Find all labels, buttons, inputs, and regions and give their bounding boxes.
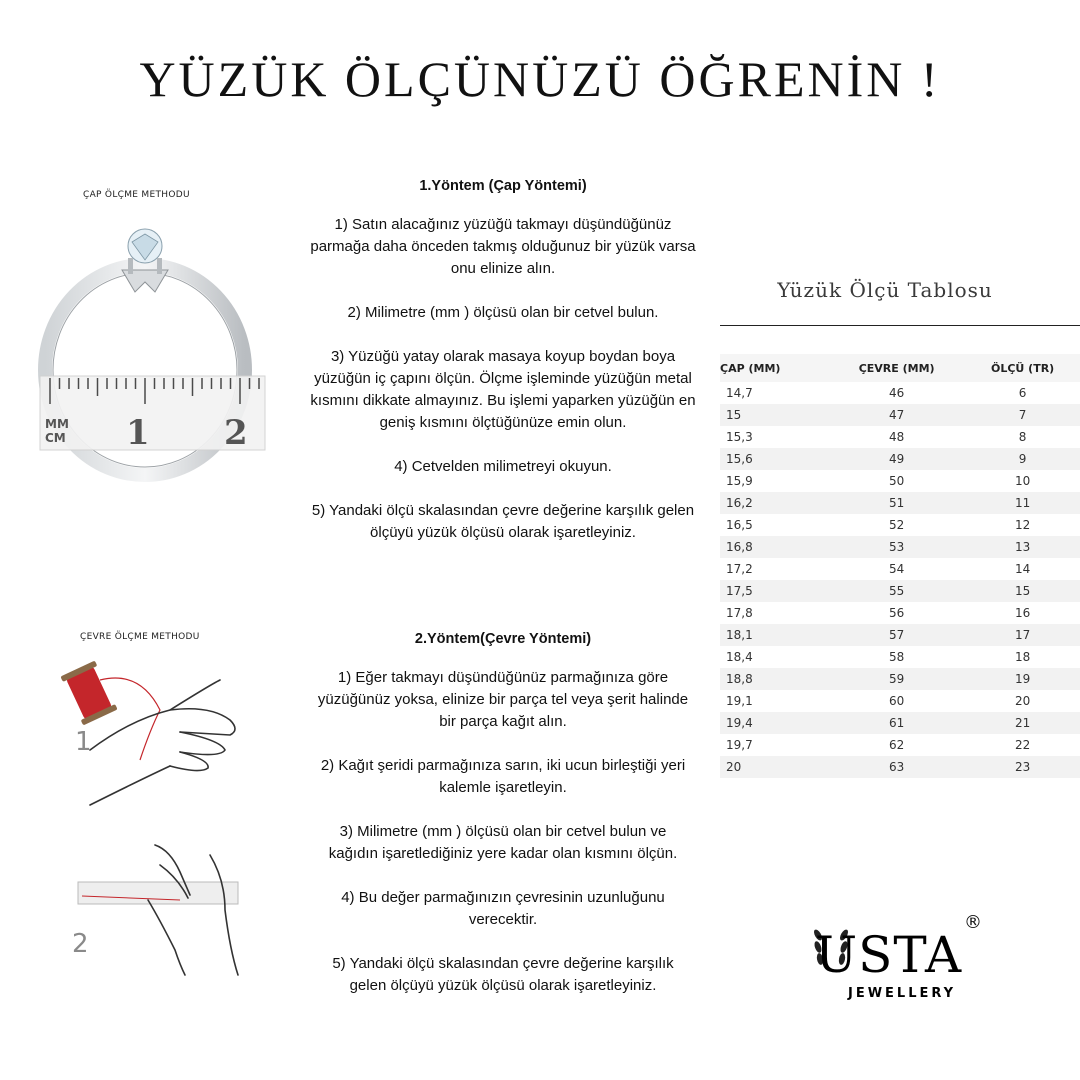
method2-caption: ÇEVRE ÖLÇME METHODU [80,632,200,642]
method1-step: 3) Yüzüğü yatay olarak masaya koyup boydan boya yüzüğün iç çapını ölçün. Ölçme işleminde yüzüğün metal kısmını dikkate almayınız. Bu işlemi yaparken yüzüğün en geniş kısmını ölçtüğünüze emin olun. [310,348,696,431]
paper-ruler-icon [78,882,238,904]
cell-olcu: 11 [965,492,1080,514]
cell-cevre: 49 [828,448,965,470]
cell-cevre: 62 [889,738,905,752]
step-number-1: 1 [75,727,92,757]
cell-cevre: 61 [828,712,965,734]
brand-sub: JEWELLERY [848,986,957,1001]
step-number-2: 2 [72,929,89,959]
table-row [720,668,1080,690]
registered-mark: ® [964,912,982,933]
method2-step: 3) Milimetre (mm ) ölçüsü olan bir cetvel bulun ve kağıdın işaretlediğiniz yere kadar olan kısmını ölçün. [328,823,678,862]
cell-olcu: 19 [965,668,1080,690]
table-row [720,448,1080,470]
cell-cevre: 55 [828,580,965,602]
method1-text [305,175,701,566]
cell-cap: 17,2 [726,562,753,576]
table-row [720,404,1080,426]
method1-step: 1) Satın alacağınız yüzüğü takmayı düşündüğünüz parmağa daha önceden takmış olduğunuz bir yüzük varsa onu elinize alın. [310,216,696,277]
table-row [720,514,1080,536]
cell-cevre: 52 [889,518,905,532]
header-cap: ÇAP (MM) [720,354,828,382]
cell-olcu: 13 [965,536,1080,558]
cell-cevre: 56 [889,606,905,620]
table-title: Yüzük Ölçü Tablosu [777,278,993,302]
cell-cevre: 51 [828,492,965,514]
cell-olcu: 17 [965,624,1080,646]
ruler-unit-cm: CM [45,431,66,445]
table-row [720,536,1080,558]
cell-cevre: 58 [889,650,905,664]
cell-olcu: 8 [1018,430,1027,444]
table-row [720,470,1080,492]
cell-cap: 18,4 [726,650,753,664]
cell-cevre: 50 [889,474,905,488]
cell-olcu: 12 [1014,518,1031,532]
table-row [720,602,1080,624]
table-row [720,558,1080,580]
cell-cap: 15,9 [726,474,753,488]
cell-cevre: 47 [828,404,965,426]
cell-cap: 19,4 [720,712,828,734]
table-divider [720,325,1080,326]
method2-step: 1) Eğer takmayı düşündüğünüz parmağınıza göre yüzüğünüz yoksa, elinize bir parça tel veya şerit halinde bir parça kağıt alın. [317,669,689,730]
cell-olcu: 22 [1014,738,1031,752]
cell-cevre: 48 [889,430,905,444]
cell-olcu: 7 [965,404,1080,426]
cell-cevre: 60 [889,694,905,708]
cell-cevre: 59 [828,668,965,690]
cell-olcu: 23 [965,756,1080,778]
ruler-unit-mm: MM [45,417,69,431]
brand-name: USTA [815,926,963,984]
cell-cap: 16,2 [720,492,828,514]
cell-cevre: 46 [889,386,905,400]
cell-olcu: 20 [1014,694,1031,708]
cell-cap: 19,7 [726,738,753,752]
table-row [720,756,1080,778]
cell-olcu: 18 [1014,650,1031,664]
thread-spool-icon [60,660,117,725]
method2-step: 5) Yandaki ölçü skalasından çevre değerine karşılık gelen ölçüyü yüzük ölçüsü olarak işaretleyiniz. [332,955,674,994]
cell-cap: 19,1 [726,694,753,708]
cell-cap: 20 [720,756,828,778]
method1-step: 5) Yandaki ölçü skalasından çevre değerine karşılık gelen ölçüyü yüzük ölçüsü olarak işaretleyiniz. [311,502,695,541]
cell-cap: 16,8 [720,536,828,558]
cell-cap: 15,3 [726,430,753,444]
ruler-number-2: 2 [224,413,248,453]
method2-step: 4) Bu değer parmağınızın çevresinin uzunluğunu verecektir. [341,889,665,928]
table-row [720,580,1080,602]
header-cevre: ÇEVRE (MM) [828,354,965,382]
cell-cap: 17,5 [720,580,828,602]
method2-step: 2) Kağıt şeridi parmağınıza sarın, iki ucun birleştiği yeri kalemle işaretleyin. [320,757,686,796]
table-row [720,690,1080,712]
usta-jewellery-logo [812,910,1012,1010]
table-row [720,712,1080,734]
cell-olcu: 6 [1018,386,1027,400]
hand-icon [90,680,235,805]
cell-olcu: 14 [1014,562,1031,576]
table-row [720,382,1080,404]
hand-measure-illustration [60,650,250,980]
table-row [720,624,1080,646]
ruler-number-1: 1 [126,413,150,453]
cell-cevre: 63 [828,756,965,778]
header-olcu: ÖLÇÜ (TR) [965,354,1080,382]
cell-cap: 18,8 [720,668,828,690]
cell-cap: 17,8 [726,606,753,620]
cell-olcu: 21 [965,712,1080,734]
cell-cap: 14,7 [726,386,753,400]
cell-cevre: 53 [828,536,965,558]
table-row [720,734,1080,756]
method1-step: 4) Cetvelden milimetreyi okuyun. [394,458,612,475]
cell-cevre: 54 [889,562,905,576]
table-row [720,646,1080,668]
cell-cap: 18,1 [720,624,828,646]
cell-olcu: 9 [965,448,1080,470]
table-row [720,492,1080,514]
cell-olcu: 10 [1014,474,1031,488]
cell-cap: 15 [720,404,828,426]
method2-heading: 2.Yöntem(Çevre Yöntemi) [414,631,592,647]
ring-ruler-illustration [30,220,280,490]
cell-cevre: 57 [828,624,965,646]
cell-olcu: 16 [1014,606,1031,620]
cell-olcu: 15 [965,580,1080,602]
method1-caption: ÇAP ÖLÇME METHODU [83,190,190,200]
cell-cap: 15,6 [720,448,828,470]
table-header-row [720,354,1080,382]
method1-step: 2) Milimetre (mm ) ölçüsü olan bir cetvel bulun. [347,304,659,321]
fingers-icon [148,845,238,975]
table-row [720,426,1080,448]
ring-size-table [720,354,1080,778]
method2-text [316,628,690,1019]
page-title: YÜZÜK ÖLÇÜNÜZÜ ÖĞRENİN ! [139,51,941,107]
method1-heading: 1.Yöntem (Çap Yöntemi) [419,178,587,194]
cell-cap: 16,5 [726,518,753,532]
